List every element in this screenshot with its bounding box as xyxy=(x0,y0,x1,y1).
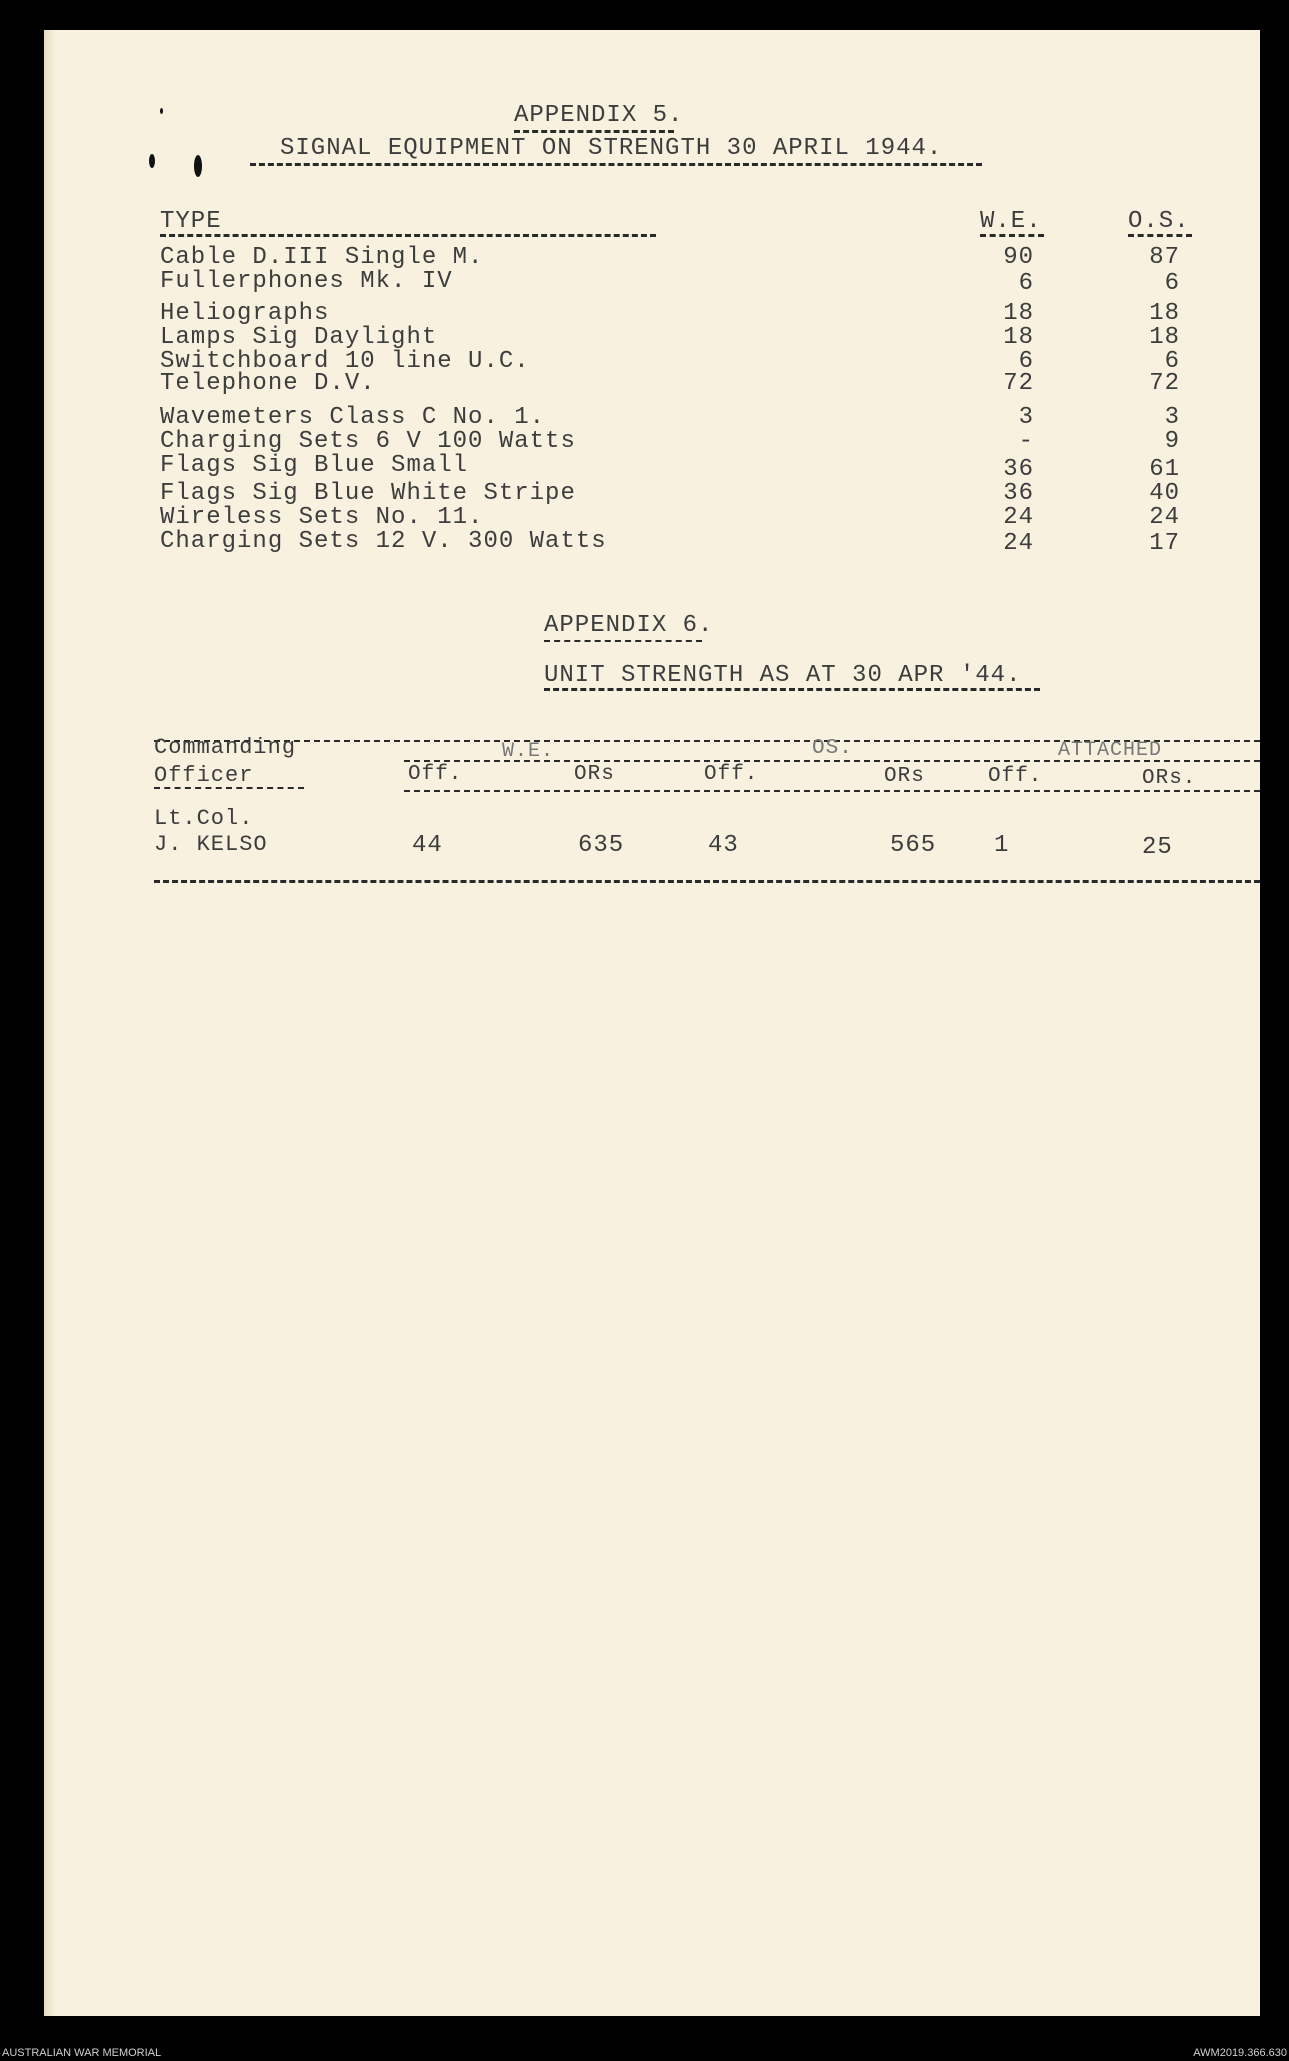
column-header-type: TYPE xyxy=(160,208,222,235)
att-off-value: 1 xyxy=(994,832,1010,859)
appendix5-subheading-underline xyxy=(250,163,982,166)
header-os-off: Off. xyxy=(704,763,759,786)
equipment-we: 6 xyxy=(1018,270,1034,297)
equipment-os: 6 xyxy=(1164,270,1180,297)
header-commanding: Commanding xyxy=(154,735,297,760)
equipment-type: Flags Sig Blue Small xyxy=(160,452,469,479)
column-header-we: W.E. xyxy=(980,208,1042,235)
equipment-we: 24 xyxy=(1003,504,1034,531)
ink-mark xyxy=(160,108,163,114)
ink-mark xyxy=(194,155,202,177)
header-group-rule xyxy=(404,760,1260,762)
appendix6-subheading: UNIT STRENGTH AS AT 30 APR '44. xyxy=(544,662,1022,689)
officer-rank: Lt.Col. xyxy=(154,806,254,831)
equipment-we: 6 xyxy=(1018,348,1034,375)
header-officer-underline xyxy=(154,787,304,789)
header-officer: Officer xyxy=(154,763,254,788)
equipment-os: 72 xyxy=(1149,370,1180,397)
footer-right: AWM2019.366.630 xyxy=(1193,2047,1287,2059)
equipment-we: 36 xyxy=(1003,480,1034,507)
equipment-we: 36 xyxy=(1003,456,1034,483)
officer-name: J. KELSO xyxy=(154,832,268,857)
equipment-we: - xyxy=(1018,428,1034,455)
appendix5-heading-underline xyxy=(514,130,674,133)
att-ors-value: 25 xyxy=(1142,834,1173,861)
column-header-os-underline xyxy=(1128,234,1192,237)
footer-left: AUSTRALIAN WAR MEMORIAL xyxy=(2,2047,162,2059)
os-off-value: 43 xyxy=(708,832,739,859)
header-att-off: Off. xyxy=(988,765,1043,788)
equipment-os: 24 xyxy=(1149,504,1180,531)
equipment-type: Cable D.III Single M. xyxy=(160,244,484,271)
header-att-ors: ORs. xyxy=(1142,767,1197,790)
header-we-off: Off. xyxy=(408,763,463,786)
header-os: OS. xyxy=(812,737,853,760)
equipment-type: Charging Sets 12 V. 300 Watts xyxy=(160,528,607,555)
equipment-os: 40 xyxy=(1149,480,1180,507)
column-header-type-underline xyxy=(160,234,656,237)
appendix5-heading: APPENDIX 5. xyxy=(514,102,684,129)
equipment-we: 18 xyxy=(1003,300,1034,327)
equipment-os: 17 xyxy=(1149,530,1180,557)
equipment-we: 72 xyxy=(1003,370,1034,397)
equipment-type: Heliographs xyxy=(160,300,330,327)
equipment-os: 6 xyxy=(1164,348,1180,375)
equipment-os: 9 xyxy=(1164,428,1180,455)
equipment-we: 90 xyxy=(1003,244,1034,271)
os-ors-value: 565 xyxy=(890,832,937,859)
equipment-type: Flags Sig Blue White Stripe xyxy=(160,480,576,507)
we-ors-value: 635 xyxy=(578,832,625,859)
ink-mark xyxy=(149,154,155,168)
equipment-type: Telephone D.V. xyxy=(160,370,376,397)
equipment-type: Switchboard 10 line U.C. xyxy=(160,348,530,375)
we-off-value: 44 xyxy=(412,832,443,859)
equipment-we: 24 xyxy=(1003,530,1034,557)
equipment-we: 18 xyxy=(1003,324,1034,351)
column-header-os: O.S. xyxy=(1128,208,1190,235)
header-we: W.E. xyxy=(502,740,555,763)
header-we-ors: ORs xyxy=(574,763,615,786)
equipment-type: Lamps Sig Daylight xyxy=(160,324,438,351)
equipment-os: 18 xyxy=(1149,300,1180,327)
equipment-type: Charging Sets 6 V 100 Watts xyxy=(160,428,576,455)
equipment-we: 3 xyxy=(1018,404,1034,431)
document-page xyxy=(44,30,1260,2016)
header-attached: ATTACHED xyxy=(1058,739,1163,762)
equipment-os: 3 xyxy=(1164,404,1180,431)
equipment-type: Wireless Sets No. 11. xyxy=(160,504,484,531)
equipment-os: 18 xyxy=(1149,324,1180,351)
equipment-os: 61 xyxy=(1149,456,1180,483)
equipment-type: Fullerphones Mk. IV xyxy=(160,268,453,295)
appendix6-heading-underline xyxy=(544,640,702,642)
equipment-os: 87 xyxy=(1149,244,1180,271)
equipment-type: Wavemeters Class C No. 1. xyxy=(160,404,546,431)
appendix5-subheading: SIGNAL EQUIPMENT ON STRENGTH 30 APRIL 1944. xyxy=(280,135,943,162)
appendix6-heading: APPENDIX 6. xyxy=(544,612,714,639)
column-header-we-underline xyxy=(980,234,1044,237)
header-os-ors: ORs xyxy=(884,765,925,788)
appendix6-subheading-underline xyxy=(544,688,1040,691)
header-bottom-rule xyxy=(404,790,1260,792)
table-bottom-rule xyxy=(154,880,1260,883)
